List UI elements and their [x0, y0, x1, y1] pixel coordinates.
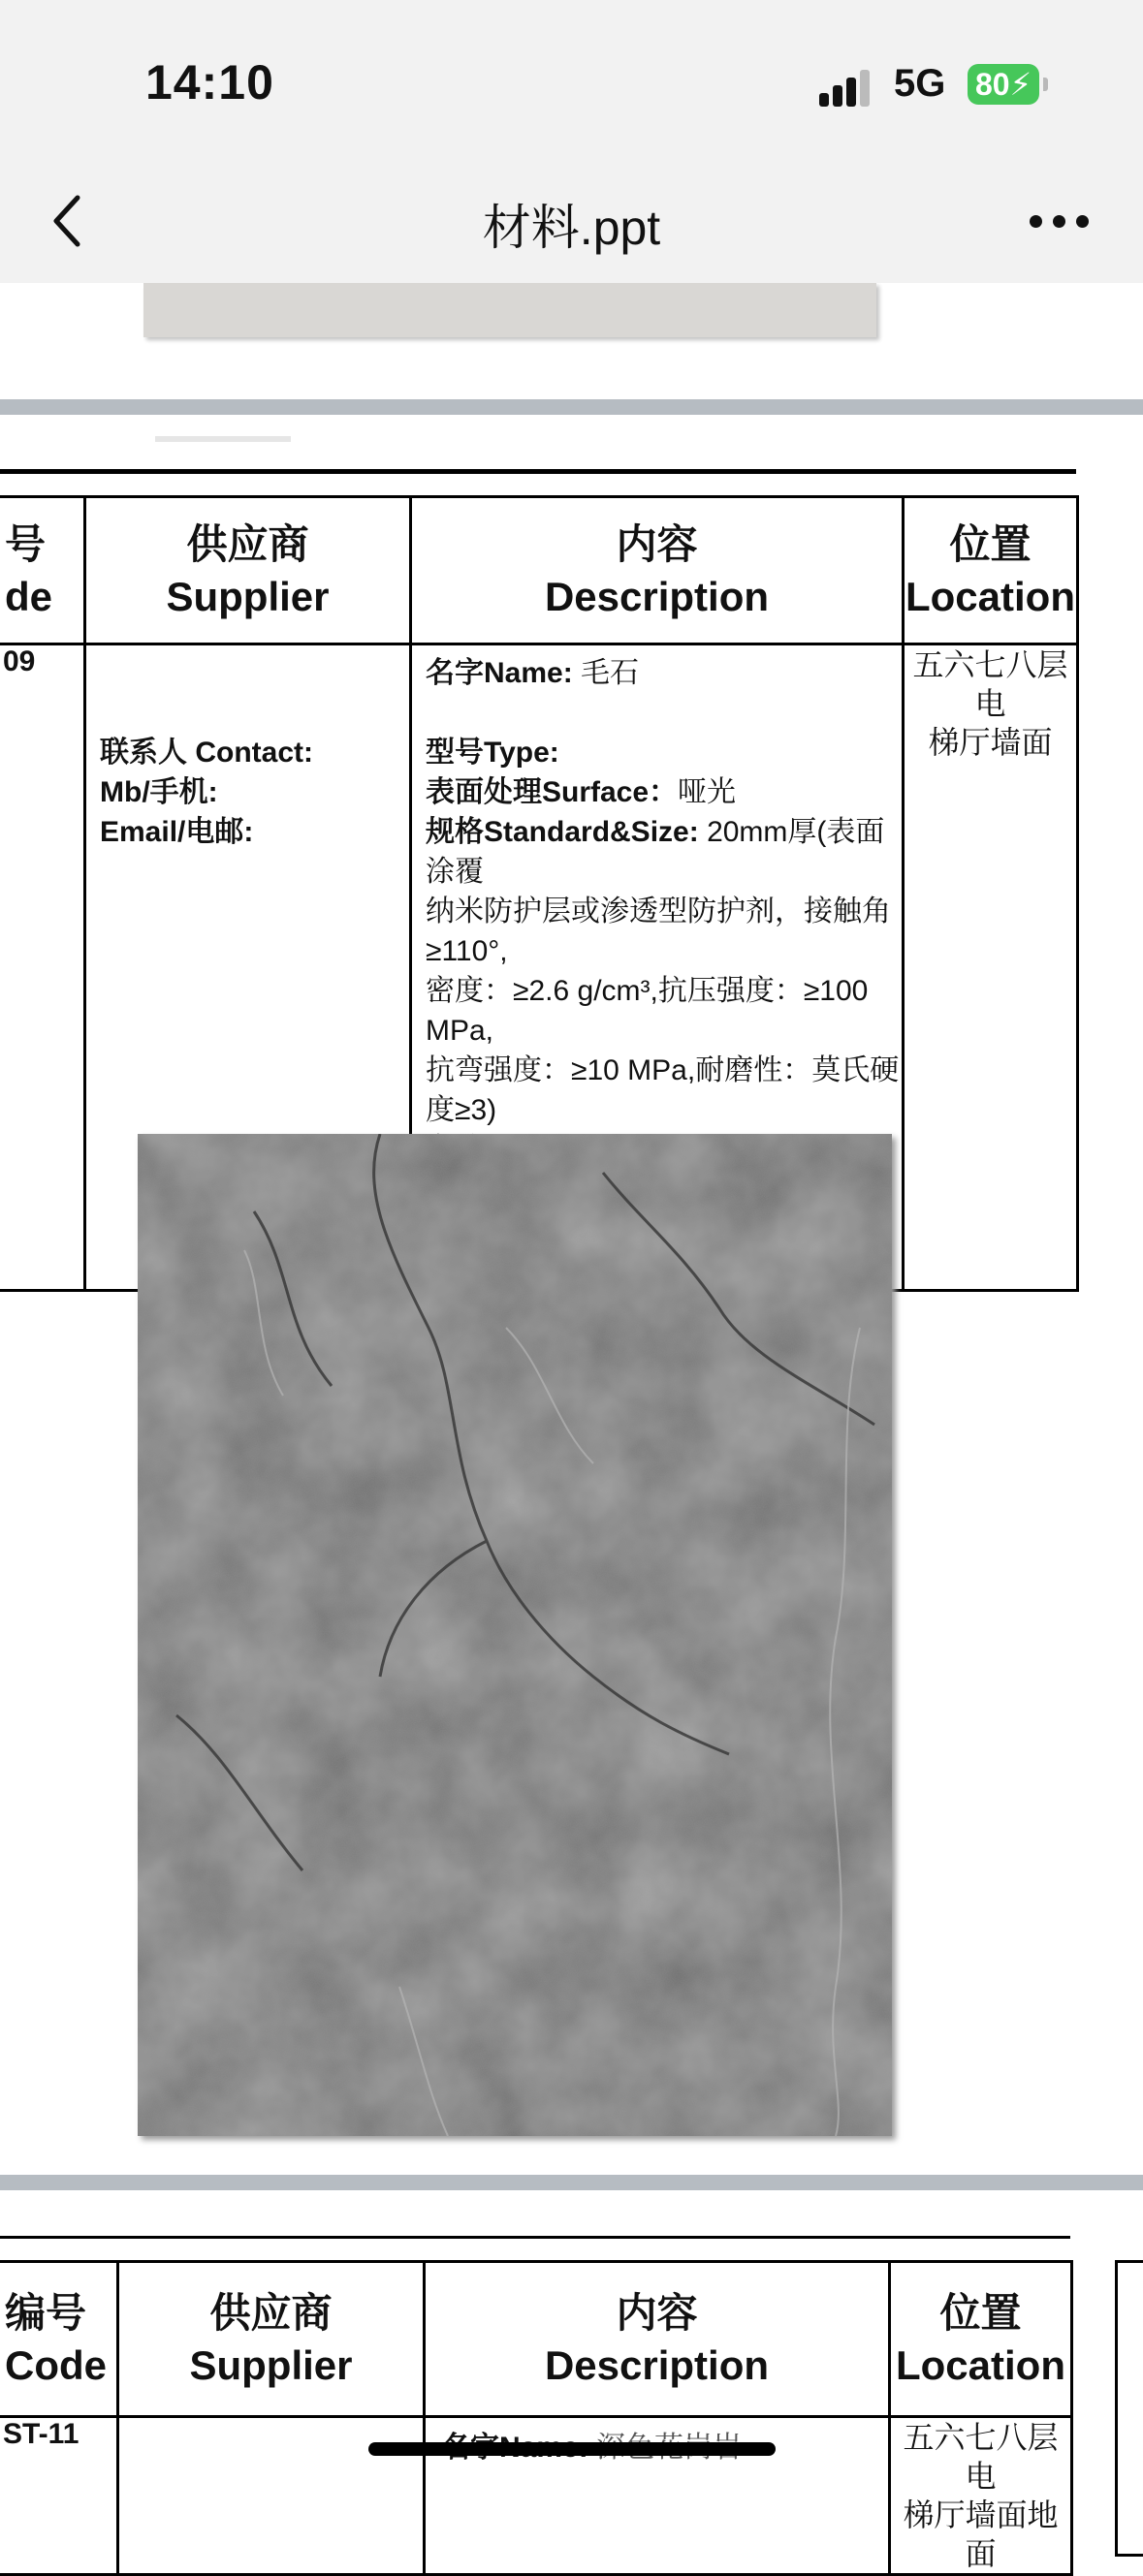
top-bar — [0, 0, 1143, 283]
material-sample-image — [138, 1134, 892, 2136]
table-header-row — [0, 2262, 1072, 2417]
cellular-signal-icon — [819, 68, 877, 107]
material-code: ST-11 — [0, 2417, 118, 2575]
header-description: 内容 Description — [411, 497, 904, 644]
header-description: 内容 Description — [425, 2262, 890, 2417]
material-code: 09 — [0, 644, 85, 1291]
status-time: 14:10 — [145, 55, 274, 110]
document-viewer[interactable] — [0, 283, 1143, 2571]
more-horizontal-icon[interactable] — [1030, 215, 1090, 229]
header-code: 编号 Code — [0, 2262, 118, 2417]
header-code: 号 de — [0, 497, 85, 644]
home-indicator[interactable] — [368, 2442, 776, 2456]
document-title: 材料.ppt — [482, 201, 661, 255]
header-location: 位置 Location — [904, 497, 1078, 644]
previous-material-image — [143, 283, 876, 337]
material-description — [425, 2417, 890, 2575]
battery-level: 80 — [974, 66, 1010, 102]
slide-separator — [0, 2175, 1143, 2190]
table-header-row — [0, 497, 1078, 644]
battery-icon: 80 ⚡ — [968, 64, 1039, 105]
table-top-rule — [0, 469, 1076, 474]
network-type: 5G — [894, 62, 946, 105]
slide-faint-title — [155, 436, 291, 442]
material-location: 五六七八层电 梯厅墙面地面 — [890, 2417, 1072, 2575]
table-top-rule — [0, 2236, 1070, 2239]
material-spec-table-2 — [0, 2260, 1073, 2576]
header-supplier: 供应商 Supplier — [118, 2262, 425, 2417]
supplier-info — [118, 2417, 425, 2575]
material-description: 名字Name: 毛石 型号Type: 表面处理Surface：哑光 规格Standard&Size: 20mm厚(表面涂覆 纳米防护层或渗透型防护剂，接触角≥110°, 密度：≥2.6 g/cm³,抗压强度：≥100 MPa, 抗弯强度：≥10 MPa,耐磨性：莫氏硬度≥3) — [411, 644, 904, 1291]
slide-separator — [0, 399, 1143, 415]
header-supplier: 供应商 Supplier — [85, 497, 411, 644]
header-location: 位置 Location — [890, 2262, 1072, 2417]
table-row — [0, 2417, 1072, 2575]
next-column-edge — [1115, 2260, 1143, 2557]
supplier-info: 联系人 Contact: Mb/手机: Email/电邮: — [85, 644, 411, 1291]
material-location: 五六七八层电 梯厅墙面 — [904, 644, 1078, 1291]
